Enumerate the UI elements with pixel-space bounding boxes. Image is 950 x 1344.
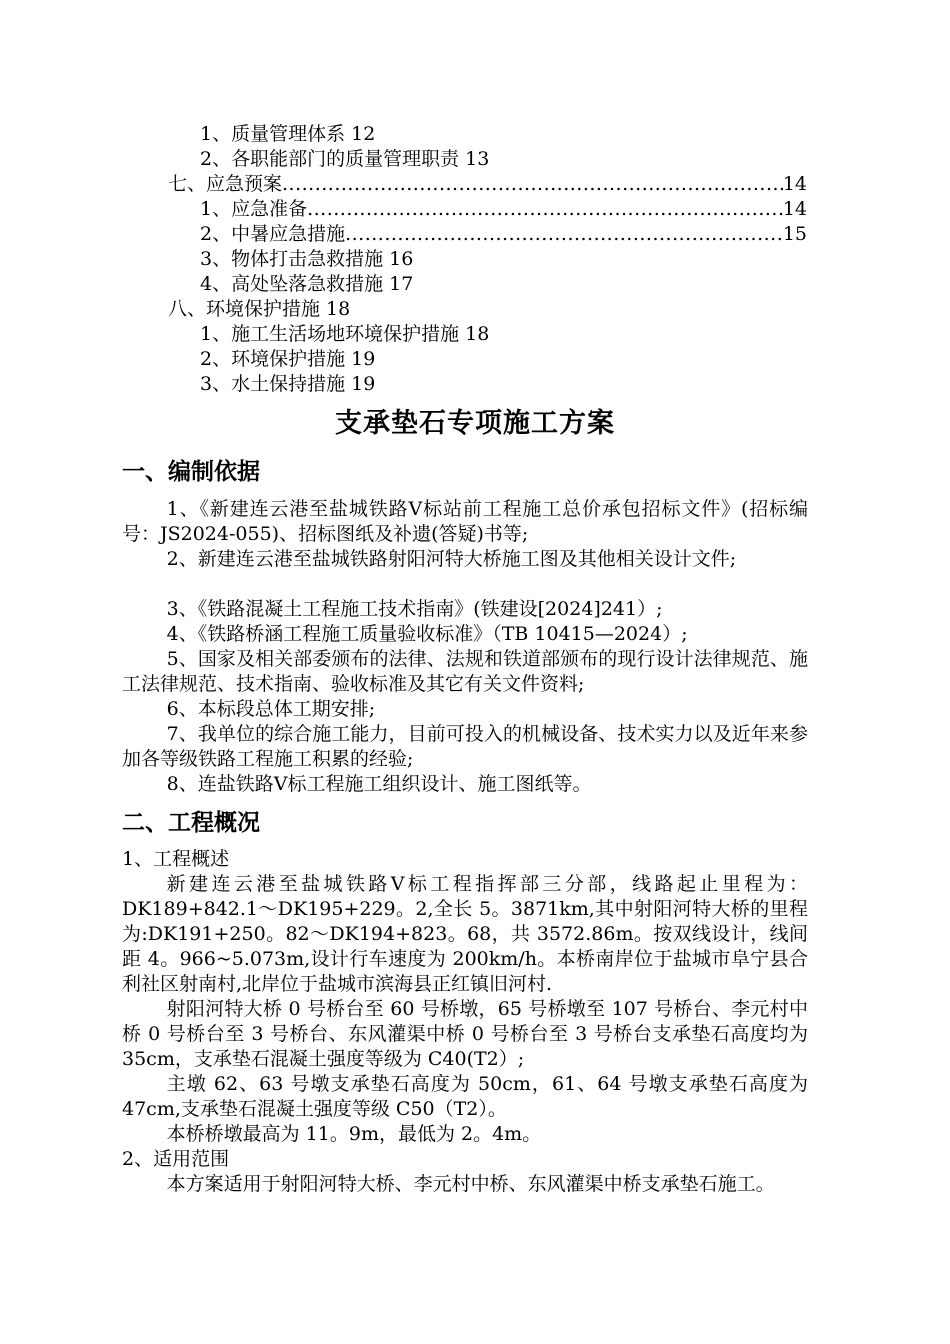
basis-item: 1、《新建连云港至盐城铁路Ⅴ标站前工程施工总价承包招标文件》(招标编号：JS2024-055)、招标图纸及补遗(答疑)书等; [122, 498, 808, 545]
basis-item: 6、本标段总体工期安排; [166, 698, 376, 720]
toc-entry[interactable] [200, 122, 375, 147]
toc-entry-text: 4、高处坠落急救措施 17 [200, 273, 414, 295]
subheading-scope: 2、适用范围 [122, 1148, 230, 1170]
toc-entry-text: 七、应急预案 [168, 173, 283, 195]
toc-entry-text: 2、环境保护措施 19 [200, 348, 376, 370]
toc-entry-text: 八、环境保护措施 18 [168, 298, 351, 320]
basis-item: 8、连盐铁路Ⅴ标工程施工组织设计、施工图纸等。 [166, 773, 592, 795]
document-title: 支承垫石专项施工方案 [335, 408, 615, 439]
toc-page-number: 15 [782, 223, 807, 245]
toc-leader-dots [345, 222, 783, 247]
toc-page-number: 14 [782, 198, 807, 220]
toc-entry[interactable] [168, 172, 807, 197]
basis-item: 4、《铁路桥涵工程施工质量验收标准》（TB 10415—2024）; [166, 623, 688, 645]
scope-paragraph: 本方案适用于射阳河特大桥、李元村中桥、东风灌渠中桥支承垫石施工。 [166, 1173, 775, 1195]
toc-leader-dots [282, 172, 783, 197]
toc-entry[interactable] [168, 297, 350, 322]
overview-paragraph: 射阳河特大桥 0 号桥台至 60 号桥墩，65 号桥墩至 107 号桥台、李元村中桥 0 号桥台至 3 号桥台、东风灌渠中桥 0 号桥台至 3 号桥台支承垫石高度均为 35cm，支承垫石混凝土强度等级为 C40(T2）; [122, 998, 808, 1070]
basis-item: 7、我单位的综合施工能力，目前可投入的机械设备、技术实力以及近年来参加各等级铁路工程施工积累的经验; [122, 723, 808, 770]
section-heading-overview: 二、工程概况 [122, 809, 260, 836]
basis-item: 2、新建连云港至盐城铁路射阳河特大桥施工图及其他相关设计文件; [166, 548, 737, 570]
toc-entry[interactable] [200, 347, 375, 372]
toc-entry[interactable] [200, 322, 489, 347]
toc-entry-text: 1、应急准备 [200, 198, 308, 220]
overview-paragraph: 本桥桥墩最高为 11。9m，最低为 2。4m。 [166, 1123, 542, 1145]
toc-entry[interactable] [200, 222, 807, 247]
toc-entry-text: 2、各职能部门的质量管理职责 13 [200, 148, 490, 170]
subheading-overview: 1、工程概述 [122, 848, 230, 870]
toc-leader-dots [307, 197, 783, 222]
toc-entry[interactable] [200, 197, 807, 222]
toc-entry[interactable] [200, 247, 413, 272]
overview-paragraph: 主墩 62、63 号墩支承垫石高度为 50cm，61、64 号墩支承垫石高度为 47cm,支承垫石混凝土强度等级 C50（T2）。 [122, 1073, 808, 1120]
toc-entry[interactable] [200, 272, 413, 297]
basis-item: 3、《铁路混凝土工程施工技术指南》(铁建设[2024]241）; [166, 598, 663, 620]
toc-entry-text: 3、水土保持措施 19 [200, 373, 376, 395]
toc-page-number: 14 [782, 173, 807, 195]
toc-entry-text: 2、中暑应急措施 [200, 223, 346, 245]
toc-entry-text: 3、物体打击急救措施 16 [200, 248, 414, 270]
section-heading-basis: 一、编制依据 [122, 458, 260, 485]
toc-entry-text: 1、施工生活场地环境保护措施 18 [200, 323, 490, 345]
toc-entry-text: 1、质量管理体系 12 [200, 123, 376, 145]
basis-item: 5、国家及相关部委颁布的法律、法规和铁道部颁布的现行设计法律规范、施工法律规范、技术指南、验收标准及其它有关文件资料; [122, 648, 808, 695]
toc-entry[interactable] [200, 147, 489, 172]
toc-entry[interactable] [200, 372, 375, 397]
overview-paragraph: 新建连云港至盐城铁路Ⅴ标工程指挥部三分部，线路起止里程为：DK189+842.1～DK195+229。2,全长 5。3871km,其中射阳河特大桥的里程为:DK191+250。82～DK194+823。68，共 3572.86m。按双线设计，线间距 4。966~5.073m,设计行车速度为 200km/h。本桥南岸位于盐城市阜宁县合利社区射南村,北岸位于盐城市滨海县正红镇旧河村. [122, 873, 808, 995]
